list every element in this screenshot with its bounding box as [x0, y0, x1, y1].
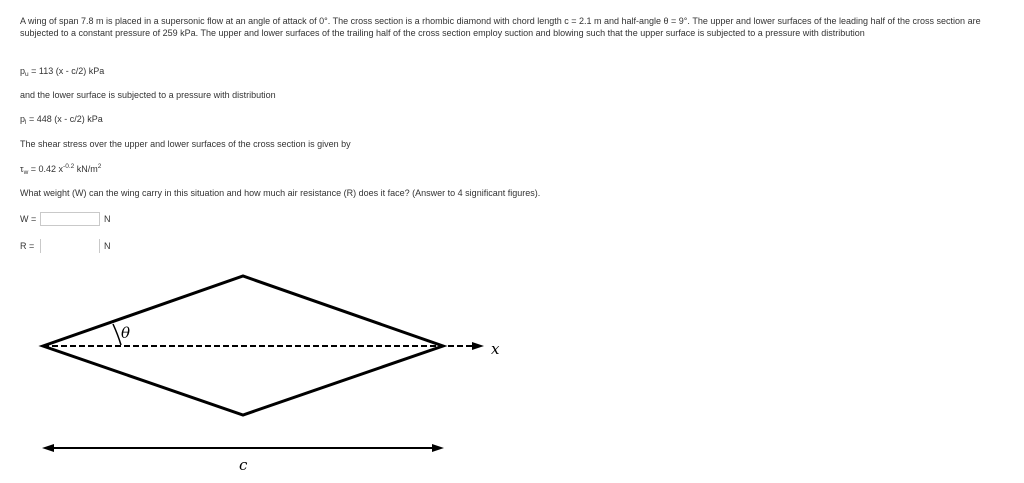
weight-unit: N [104, 214, 111, 224]
theta-label: θ [121, 324, 131, 342]
question-ask: What weight (W) can the wing carry in this situation and how much air resistance (R) does it face? (Answer to 4 significant figures). [20, 188, 541, 198]
pu-subscript: u [25, 71, 29, 78]
pl-rest: = 448 (x - c/2) kPa [26, 114, 103, 124]
tau-mid: = 0.42 x [28, 164, 64, 174]
tau-unit-exponent: 2 [97, 163, 102, 170]
theta-arc [113, 324, 121, 345]
shear-stress-text: The shear stress over the upper and lower surfaces of the cross section is given by [20, 139, 351, 149]
resistance-label: R = [20, 241, 35, 251]
x-axis-label: x [491, 340, 500, 358]
tau-subscript: w [23, 169, 29, 176]
tau-exponent: -0.2 [63, 163, 75, 170]
tau-symbol: τ [20, 164, 24, 174]
chord-label: c [239, 456, 248, 474]
pu-symbol: p [20, 66, 26, 76]
lower-surface-text: and the lower surface is subjected to a pressure with distribution [20, 90, 276, 100]
x-axis-arrowhead [472, 342, 484, 350]
weight-label: W = [20, 214, 37, 224]
resistance-unit: N [104, 241, 111, 251]
tau-unit: kN/m [74, 164, 98, 174]
chord-arrow-left [42, 444, 54, 452]
pu-rest: = 113 (x - c/2) kPa [28, 66, 105, 76]
question-text: A wing of span 7.8 m is placed in a supersonic flow at an angle of attack of 0°. The cross section is a rhombic diamond with chord length c = 2.1 m and half-angle θ = 9°. The upper and lower surfaces of the leading half of the cross section are subjected to a constant pressure of 259 kPa. The upper and lower surfaces of the trailing half of the cross section employ suction and blowing such that the upper surface is subjected to a pressure with distribution [20, 16, 981, 38]
pl-subscript: l [25, 119, 27, 126]
pl-symbol: p [20, 114, 26, 124]
chord-arrow-right [432, 444, 444, 452]
